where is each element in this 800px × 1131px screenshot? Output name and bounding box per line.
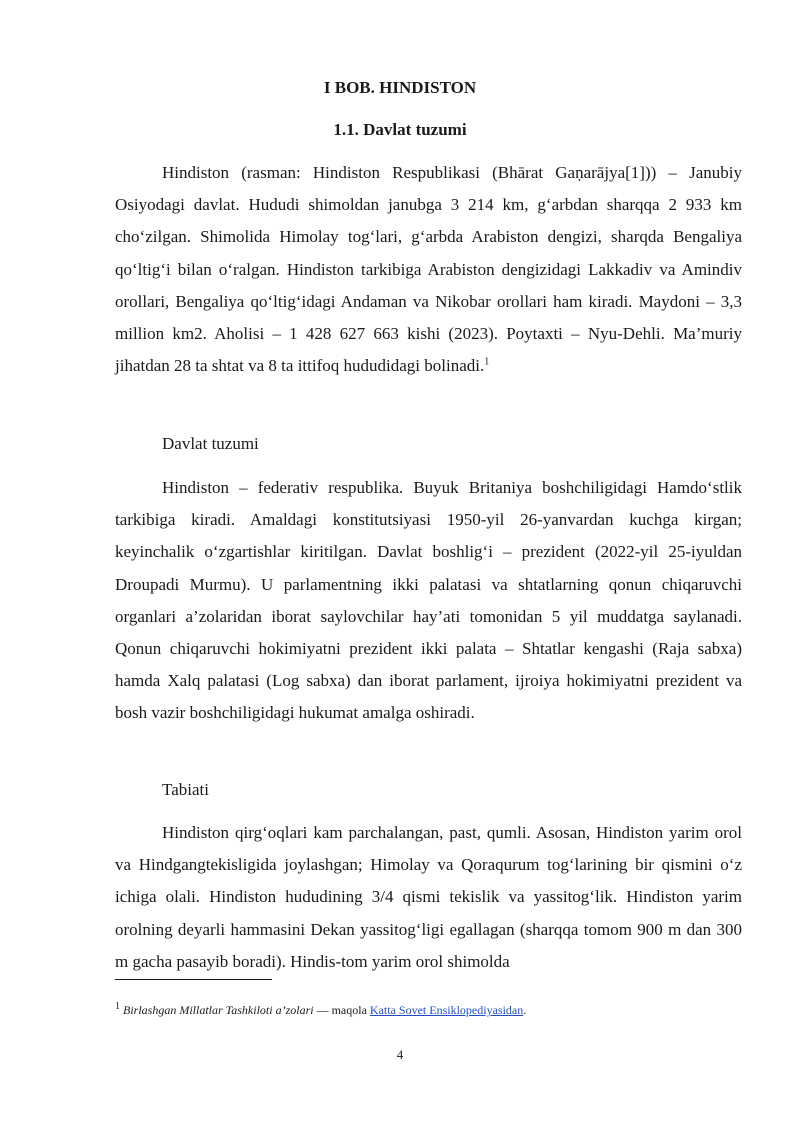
footnote-number: 1 — [115, 1001, 120, 1012]
footnote-reference[interactable]: 1 — [484, 356, 490, 368]
footnote-middle-text: — maqola — [313, 1003, 370, 1017]
davlat-paragraph-text: Hindiston – federativ respublika. Buyuk Britaniya boshchiligidagi Hamdo‘stlik tarkibiga kiradi. Amaldagi konstitutsiyasi 1950-yil 26-yanvardan kuchga kirgan; keyinchalik o‘zgartishlar kiritilgan. Davlat boshlig‘i – prezident (2022-yil 25-iyuldan Droupadi Murmu). U parlamentning ikki palatasi va shtatlarning qonun chiqaruvchi organlari a’zolaridan iborat saylovchilar hay’ati tomonidan 5 yil muddatga saylanadi. Qonun chiqaruvchi hokimiyatni prezident ikki palata – Shtatlar kengashi (Raja sabxa) hamda Xalq palatasi (Log sabxa) dan iborat parlament, ijroiya hokimiyatni prezident va bosh vazir boshchiligidagi hukumat amalga oshiradi. — [115, 478, 742, 723]
davlat-paragraph — [115, 472, 742, 730]
footnote-source-link[interactable]: Katta Sovet Ensiklopediyasidan — [369, 1003, 524, 1017]
intro-paragraph-text: Hindiston (rasman: Hindiston Respublikasi (Bhārat Gaṇarājya[1])) – Janubiy Osiyodagi davlat. Hududi shimoldan janubga 3 214 km, g‘arbdan sharqqa 2 933 km cho‘zilgan. Shimolida Himolay tog‘lari, g‘arbda Arabiston dengizi, sharqda Bengaliya qo‘ltig‘i bilan o‘ralgan. Hindiston tarkibiga Arabiston dengizidagi Lakkadiv va Amindiv orollari, Bengaliya qo‘ltig‘idagi Andaman va Nikobar orollari ham kiradi. Maydoni – 3,3 million km2. Aholisi – 1 428 627 663 kishi (2023). Poytaxti – Nyu-Dehli. Ma’muriy jihatdan 28 ta shtat va 8 ta ittifoq hududidagi bolinadi.$^1$ — [115, 163, 742, 376]
subheading-davlat-tuzumi: Davlat tuzumi — [162, 434, 259, 453]
chapter-title: I BOB. HINDISTON — [323, 78, 477, 97]
subheading-tabiati: Tabiati — [162, 780, 209, 799]
tabiati-paragraph — [115, 817, 742, 978]
footnote — [115, 1002, 755, 1018]
section-title: 1.1. Davlat tuzumi — [333, 120, 467, 139]
footnote-end-text: . — [523, 1003, 527, 1017]
intro-paragraph — [115, 157, 742, 382]
page-number: 4 — [396, 1047, 404, 1062]
tabiati-paragraph-text: Hindiston qirg‘oqlari kam parchalangan, past, qumli. Asosan, Hindiston yarim orol va Hindgangtekisligida joylashgan; Himolay va Qoraqurum tog‘larining bir qismini o‘z ichiga olali. Hindiston hududining 3/4 qismi tekislik va yassitog‘lik. Hindiston yarim orolning deyarli hammasini Dekan yassitog‘ligi egallagan (sharqqa tomom 900 m dan 300 m gacha pasayib boradi). Hindis-tom yarim orol shimolda — [115, 823, 742, 971]
footnote-italic-text: Birlashgan Millatlar Tashkiloti a’zolari — [123, 1003, 314, 1017]
footnote-separator — [115, 979, 272, 980]
